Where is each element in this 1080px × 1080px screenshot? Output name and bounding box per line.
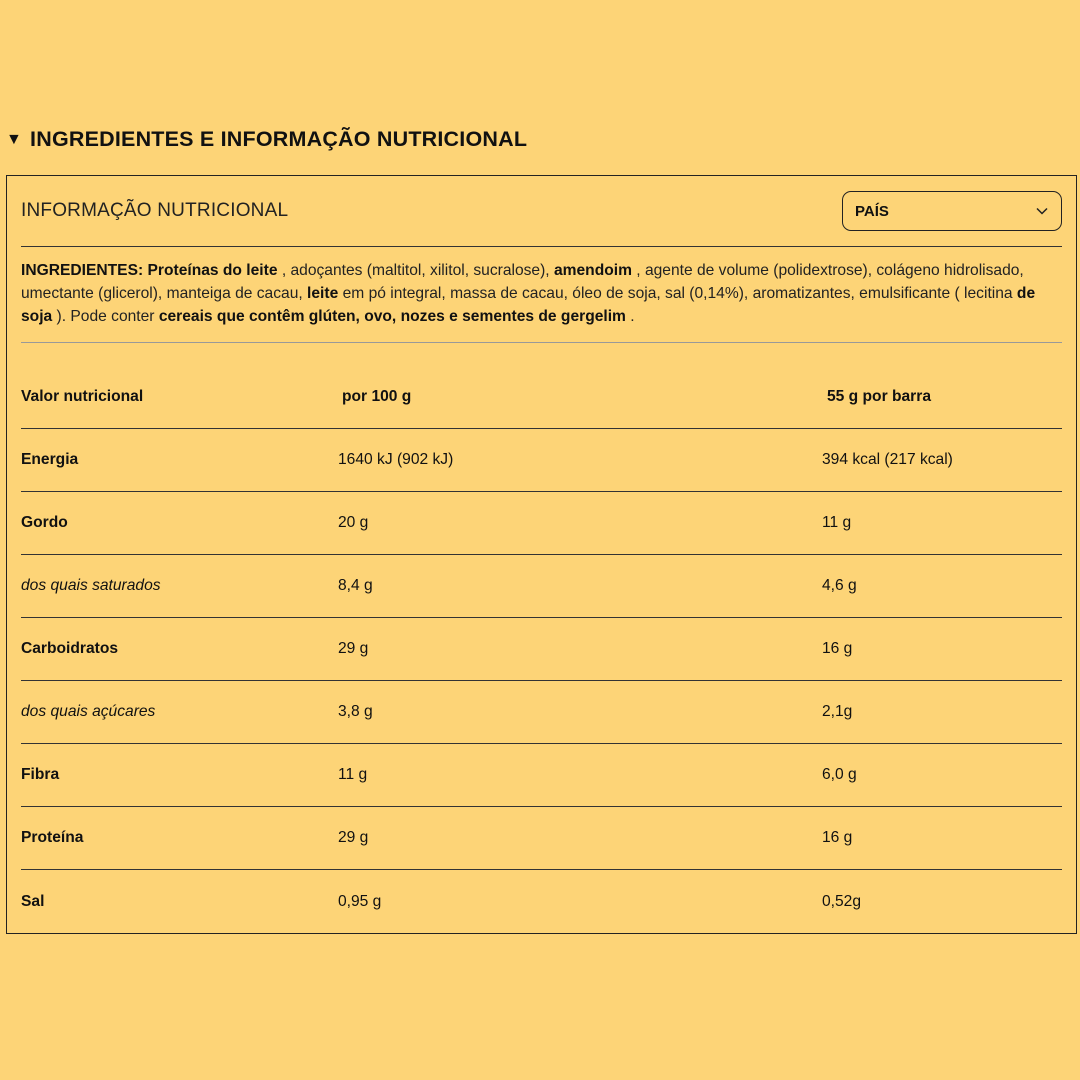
nutrition-table (21, 366, 1062, 933)
nutrient-name: Energia (21, 451, 79, 468)
nutrient-name: Proteína (21, 829, 84, 846)
section-title: INGREDIENTES E INFORMAÇÃO NUTRICIONAL (30, 127, 528, 151)
value-per-100g: 8,4 g (338, 577, 373, 594)
country-select-value: PAÍS (855, 202, 889, 220)
section-toggle[interactable] (6, 127, 527, 152)
ingredient-highlight: amendoim (553, 262, 632, 279)
ingredients-label: INGREDIENTES: (21, 262, 144, 279)
table-row (21, 807, 1062, 870)
nutrient-name: Sal (21, 892, 45, 910)
value-per-100g: 20 g (338, 514, 369, 531)
value-per-100g: 0,95 g (338, 892, 382, 910)
chevron-down-icon (1035, 204, 1049, 218)
table-row (21, 429, 1062, 492)
value-per-bar: 11 g (822, 514, 852, 531)
ingredient-text: , agente de volume (polidextrose), colágeno hidrolisado, umectante (glicerol), manteiga de cacau, (21, 262, 1024, 302)
table-body (21, 429, 1062, 933)
header-per-bar: 55 g por barra (827, 388, 931, 405)
table-row (21, 618, 1062, 681)
nutrient-name: Fibra (21, 766, 60, 783)
value-per-100g: 29 g (338, 829, 369, 846)
value-per-100g: 3,8 g (338, 703, 373, 720)
nutrient-name: dos quais açúcares (21, 703, 156, 720)
ingredient-text: ). Pode conter (52, 308, 159, 325)
value-per-bar: 4,6 g (822, 577, 857, 594)
value-per-bar: 16 g (822, 829, 853, 846)
table-row (21, 870, 1062, 933)
value-per-bar: 0,52g (822, 892, 862, 910)
table-row (21, 744, 1062, 807)
value-per-100g: 11 g (338, 766, 368, 783)
value-per-100g: 1640 kJ (902 kJ) (338, 451, 454, 468)
header-per-100g: por 100 g (342, 388, 412, 405)
ingredient-highlight: leite (307, 285, 339, 302)
table-row (21, 555, 1062, 618)
nutrition-panel (6, 175, 1077, 934)
caret-down-icon: ▼ (6, 130, 23, 148)
value-per-bar: 16 g (822, 640, 853, 657)
value-per-bar: 6,0 g (822, 766, 857, 783)
ingredient-text: em pó integral, massa de cacau, óleo de soja, sal (0,14%), aromatizantes, emulsificante ( lecitina (338, 285, 1017, 302)
ingredient-highlight: cereais que contêm glúten, ovo, nozes e sementes de gergelim (158, 308, 626, 325)
nutrient-name: Gordo (21, 514, 68, 531)
table-row (21, 681, 1062, 744)
ingredient-highlight: de soja (21, 285, 1036, 325)
ingredients-list (21, 262, 1035, 325)
nutrient-name: Carboidratos (21, 640, 119, 657)
header-nutrient: Valor nutricional (21, 388, 144, 405)
country-select[interactable] (842, 191, 1062, 231)
value-per-bar: 394 kcal (217 kcal) (822, 451, 953, 468)
value-per-100g: 29 g (338, 640, 369, 657)
ingredient-text: . (625, 308, 635, 325)
ingredient-text: , adoçantes (maltitol, xilitol, sucralose), (277, 262, 554, 279)
table-row (21, 492, 1062, 555)
panel-title: INFORMAÇÃO NUTRICIONAL (21, 200, 289, 221)
ingredients-text (21, 259, 1062, 343)
value-per-bar: 2,1g (822, 703, 853, 720)
table-header-row (21, 366, 1062, 429)
ingredient-highlight: Proteínas do leite (147, 262, 278, 279)
panel-header (21, 176, 1062, 247)
nutrient-name: dos quais saturados (21, 577, 161, 594)
